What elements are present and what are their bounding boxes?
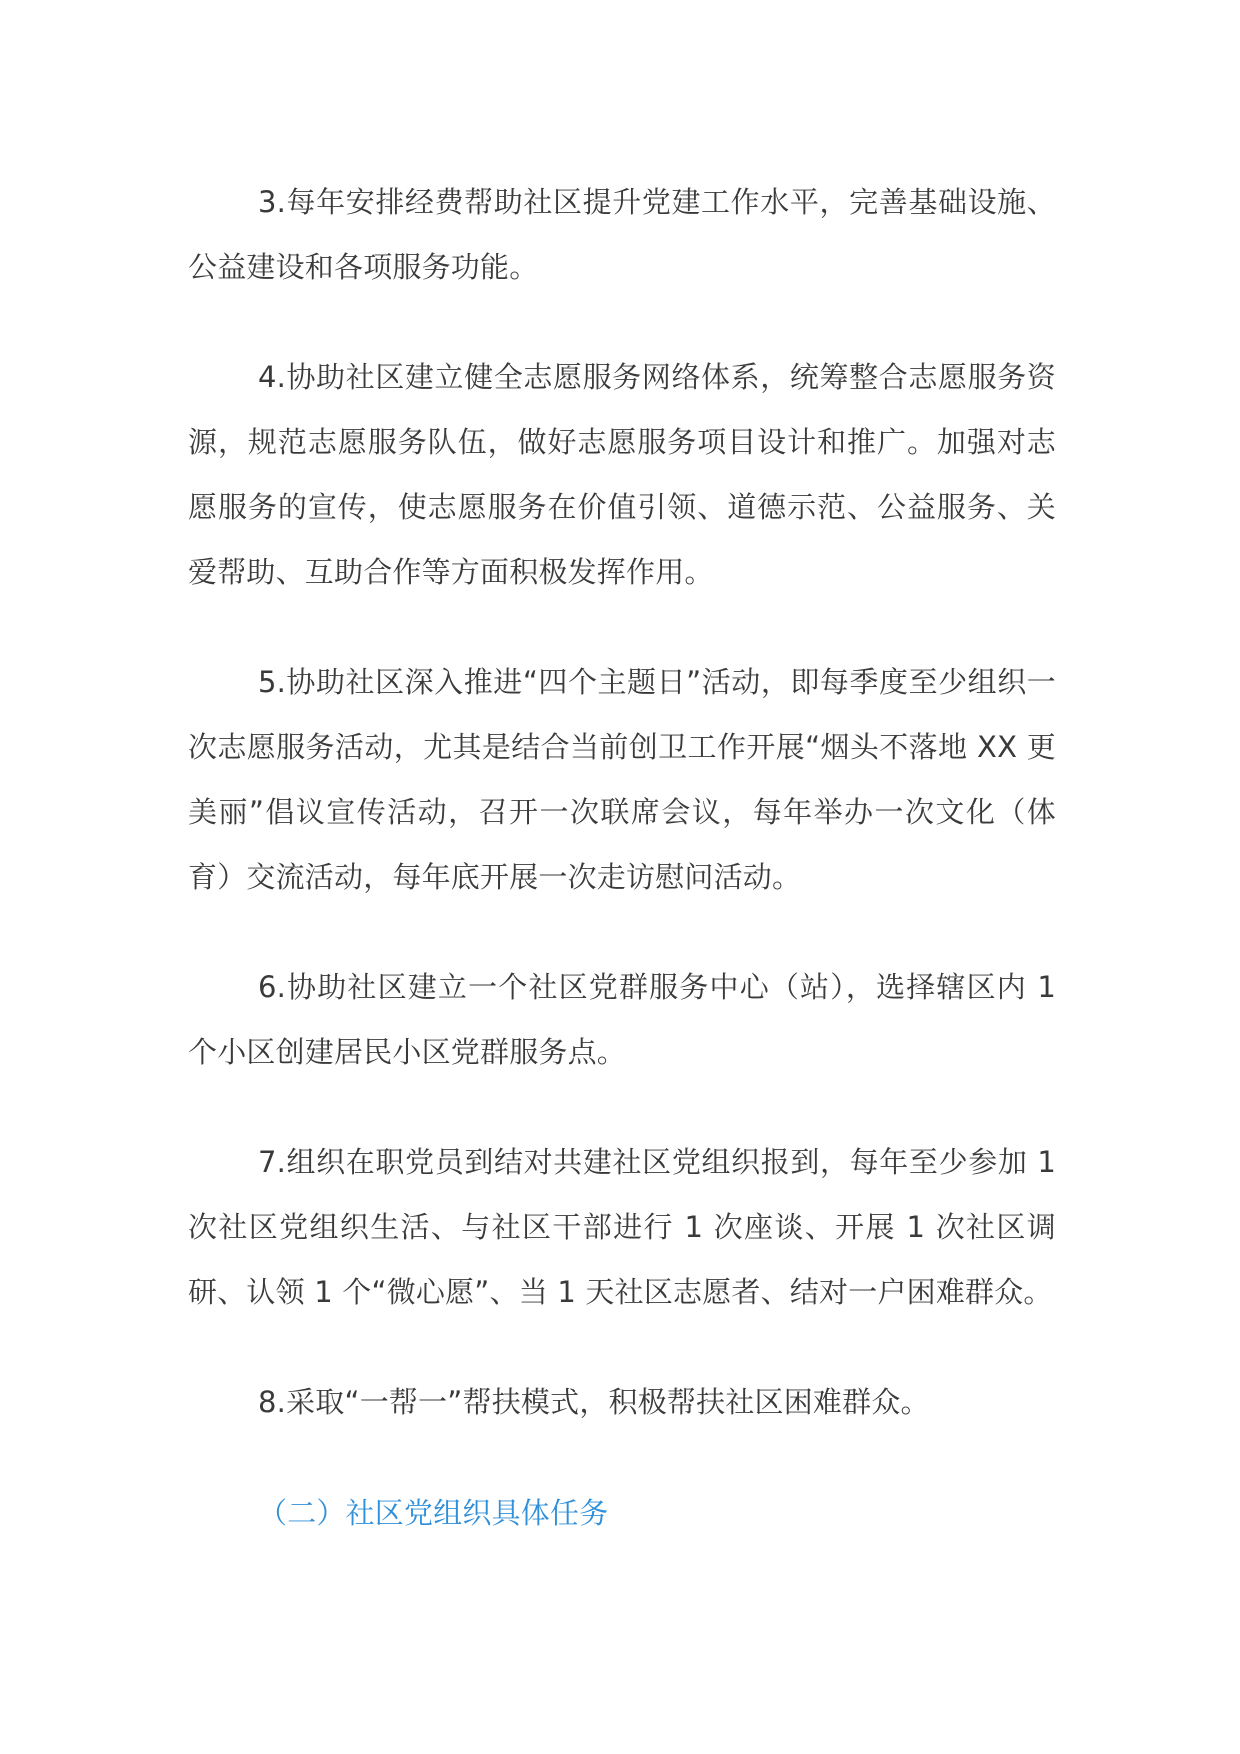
paragraph-item-4: 4.协助社区建立健全志愿服务网络体系，统筹整合志愿服务资源，规范志愿服务队伍，做好志愿服务项目设计和推广。加强对志愿服务的宣传，使志愿服务在价值引领、道德示范、公益服务、关爱帮助、互助合作等方面积极发挥作用。 [188, 360, 1056, 589]
paragraph-item-3: 3.每年安排经费帮助社区提升党建工作水平，完善基础设施、公益建设和各项服务功能。 [188, 185, 1056, 284]
paragraph-item-8: 8.采取“一帮一”帮扶模式，积极帮扶社区困难群众。 [258, 1385, 930, 1419]
paragraph-item-5: 5.协助社区深入推进“四个主题日”活动，即每季度至少组织一次志愿服务活动，尤其是结合当前创卫工作开展“烟头不落地 XX 更美丽”倡议宣传活动，召开一次联席会议，每年举办一次文化（体育）交流活动，每年底开展一次走访慰问活动。 [188, 665, 1056, 894]
section-heading: （二）社区党组织具体任务 [258, 1496, 609, 1530]
paragraph-item-6: 6.协助社区建立一个社区党群服务中心（站），选择辖区内 1 个小区创建居民小区党群服务点。 [188, 970, 1056, 1069]
paragraph-item-7: 7.组织在职党员到结对共建社区党组织报到，每年至少参加 1 次社区党组织生活、与社区干部进行 1 次座谈、开展 1 次社区调研、认领 1 个“微心愿”、当 1 天社区志愿者、结对一户困难群众。 [188, 1145, 1056, 1309]
document-body [188, 170, 1056, 1546]
